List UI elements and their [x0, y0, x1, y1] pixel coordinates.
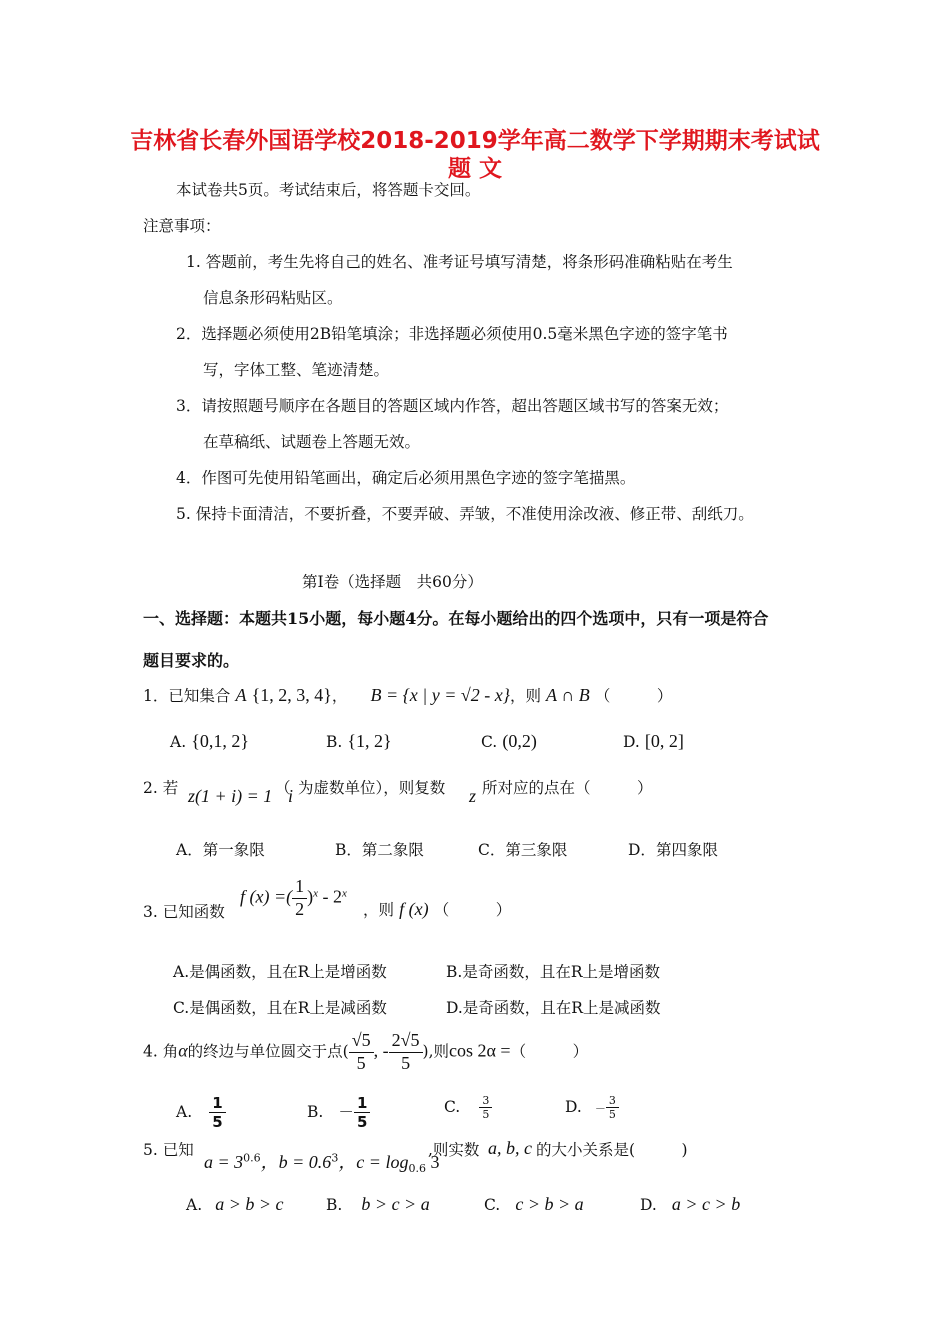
q1-set-b: B = {x | y = √2 - x}	[370, 685, 510, 705]
q2-z: z	[469, 786, 477, 806]
q5-option-d	[640, 1194, 740, 1215]
q4-close: ),则	[422, 1042, 449, 1061]
q4-option-d	[565, 1094, 619, 1121]
q5-a: a = 3	[204, 1152, 244, 1172]
intro-text: 本试卷共5页。考试结束后，将答题卡交回。	[176, 181, 481, 199]
document-title-line2: 题 文	[447, 156, 502, 182]
q1-number: 1．已知集合	[143, 687, 231, 705]
q5-c: ，c = log	[338, 1152, 409, 1172]
q2-option-b-label: B．	[335, 841, 362, 859]
section-header: 第Ⅰ卷（选择题 共60分）	[302, 573, 483, 591]
q5-option-d-label: D.	[640, 1196, 657, 1214]
section-instruction-line2: 题目要求的。	[143, 651, 240, 670]
q2-option-c-label: C．	[478, 841, 506, 859]
q4-frac1-num: √5	[349, 1030, 374, 1053]
q5-option-a-label: A.	[186, 1196, 203, 1214]
q2-option-a-label: A．	[176, 841, 203, 859]
q1-option-d-label: D.	[623, 733, 640, 751]
q5-rest: 的大小关系是( )	[536, 1141, 688, 1159]
notice-item-1-line1: 1. 答题前，考生先将自己的姓名、准考证号填写清楚，将条形码准确粘贴在考生	[186, 253, 733, 271]
notice-item-4: 4．作图可先使用铅笔画出，确定后必须用黑色字迹的签字笔描黑。	[176, 469, 636, 487]
q4-option-b-label: B.	[307, 1103, 324, 1121]
q1-option-b	[326, 731, 392, 752]
q4-fraction-2	[389, 1030, 423, 1074]
q5-then: ,则实数	[428, 1141, 480, 1159]
q5-option-a-value: a > b > c	[215, 1194, 284, 1214]
q4-option-a	[176, 1094, 226, 1131]
q4-frac1-den: 5	[356, 1052, 366, 1073]
q5-option-c-value: c > b > a	[515, 1194, 584, 1214]
q1-option-d-value: [0, 2]	[644, 731, 684, 751]
q4-option-b-num: 1	[354, 1094, 370, 1113]
q3-option-b: B.是奇函数，且在R上是增函数	[446, 963, 660, 981]
q2-option-b-value: 第二象限	[361, 841, 424, 859]
q3-close-paren: )	[307, 886, 314, 907]
q4-option-b-sign: －	[338, 1103, 354, 1121]
q3-option-d: D.是奇函数，且在R上是减函数	[446, 999, 661, 1017]
q4-number: 4. 角	[143, 1042, 179, 1061]
q5-option-b	[326, 1194, 430, 1215]
q2-equation: z(1 + i) = 1	[188, 786, 273, 806]
q2-number: 2. 若	[143, 779, 179, 797]
q1-set-a-value: {1, 2, 3, 4}	[251, 685, 332, 705]
q3-fraction	[292, 876, 307, 920]
q1-set-a: A	[235, 685, 247, 705]
q4-option-c-num: 3	[479, 1094, 492, 1108]
q4-option-d-sign: －	[594, 1102, 606, 1116]
q4-text: 的终边与单位圆交于点(	[187, 1042, 349, 1061]
q2-option-a	[176, 838, 265, 860]
q4-option-a-den: 5	[212, 1113, 223, 1131]
q2-note1: （	[275, 779, 291, 797]
q2-i: i	[288, 786, 294, 806]
q4-option-c	[444, 1094, 492, 1121]
q1-option-c	[481, 731, 537, 752]
notice-item-1-line2: 信息条形码粘贴区。	[203, 289, 343, 307]
q4-option-d-fraction	[606, 1094, 619, 1121]
document-title-line1: 吉林省长春外国语学校2018-2019学年高二数学下学期期末考试试	[130, 128, 820, 154]
q1-expression: A ∩ B	[546, 685, 590, 705]
q5-option-b-label: B.	[326, 1196, 343, 1214]
q1-then: ，则	[509, 687, 541, 705]
q5-option-a	[186, 1194, 284, 1215]
q5-number: 5. 已知	[143, 1141, 194, 1159]
q3-then: ，则	[363, 901, 395, 919]
q4-frac2-num: 2√5	[389, 1030, 423, 1053]
q5-b-exp: 3	[331, 1151, 339, 1165]
q4-option-b-fraction	[354, 1094, 370, 1131]
q4-frac2-den: 5	[401, 1052, 411, 1073]
q1-option-a-value: {0,1, 2}	[191, 731, 249, 751]
notice-item-3-line1: 3．请按照题号顺序在各题目的答题区域内作答，超出答题区域书写的答案无效；	[176, 397, 729, 415]
q1-option-c-label: C.	[481, 733, 498, 751]
q2-option-d	[628, 838, 718, 860]
q4-option-c-fraction	[479, 1094, 492, 1121]
question-4	[143, 1030, 588, 1074]
q1-option-a	[170, 731, 249, 752]
q4-option-d-den: 5	[608, 1108, 616, 1122]
q1-option-c-value: (0,2)	[502, 731, 537, 751]
q3-option-a: A.是偶函数，且在R上是增函数	[173, 963, 387, 981]
q2-note3: 所对应的点在（ ）	[482, 779, 653, 797]
q5-a-exp: 0.6	[243, 1151, 261, 1165]
q2-option-a-value: 第一象限	[202, 841, 265, 859]
q2-option-b	[335, 838, 424, 860]
q5-abc: a, b, c	[488, 1138, 532, 1158]
q4-option-d-num: 3	[606, 1094, 619, 1108]
q4-answer-paren: （ ）	[510, 1042, 589, 1061]
q3-tail	[363, 898, 511, 920]
q2-option-c	[478, 838, 567, 860]
q3-frac-num: 1	[292, 876, 307, 899]
q4-alpha: α	[178, 1040, 188, 1061]
q1-comma: ，	[331, 687, 348, 705]
q5-option-d-value: a > c > b	[671, 1194, 741, 1214]
q5-definitions	[204, 1148, 439, 1175]
q2-option-c-value: 第三象限	[505, 841, 568, 859]
q1-option-a-label: A.	[170, 733, 187, 751]
q1-option-d	[623, 731, 684, 752]
q3-fx-2: f (x)	[399, 899, 429, 919]
notice-item-5: 5. 保持卡面清洁，不要折叠，不要弄破、弄皱，不准使用涂改液、修正带、刮纸刀。	[176, 505, 754, 523]
q3-number: 3. 已知函数	[143, 903, 225, 921]
section-instruction-line1: 一、选择题：本题共15小题，每小题4分。在每小题给出的四个选项中，只有一项是符合	[143, 609, 769, 628]
q3-frac-den: 2	[295, 898, 305, 919]
q3-fx: f (x) =(	[240, 886, 293, 907]
q3-exponent-2: x	[342, 887, 347, 900]
q4-separator: , -	[373, 1040, 389, 1061]
q3-option-c: C.是偶函数，且在R上是减函数	[173, 999, 387, 1017]
q4-option-b-den: 5	[356, 1113, 368, 1131]
notice-item-2-line2: 写，字体工整、笔迹清楚。	[203, 361, 390, 379]
q4-cos-expr: cos 2α =	[449, 1040, 511, 1061]
q5-option-c-label: C.	[484, 1196, 501, 1214]
q5-c-arg: 3	[425, 1152, 440, 1172]
q5-b: ，b = 0.6	[260, 1152, 332, 1172]
q1-option-b-label: B.	[326, 733, 343, 751]
notice-heading: 注意事项：	[143, 217, 221, 235]
q4-option-a-label: A.	[176, 1103, 193, 1121]
q4-option-a-num: 1	[209, 1094, 225, 1113]
q4-fraction-1	[349, 1030, 374, 1074]
q4-option-b	[307, 1094, 370, 1131]
notice-item-3-line2: 在草稿纸、试题卷上答题无效。	[203, 433, 421, 451]
notice-item-2-line1: 2．选择题必须使用2B铅笔填涂；非选择题必须使用0.5毫米黑色字迹的签字笔书	[176, 325, 728, 343]
q4-option-d-label: D.	[565, 1098, 582, 1117]
q3-minus-2: - 2	[318, 886, 343, 907]
q3-exponent-1: x	[313, 887, 319, 900]
q3-function	[240, 876, 347, 920]
q3-answer-paren: （ ）	[433, 901, 512, 919]
q4-option-c-label: C.	[444, 1098, 461, 1117]
q1-option-b-value: {1, 2}	[347, 731, 392, 751]
q2-note2: 为虚数单位），则复数	[298, 779, 446, 797]
q5-option-b-value: b > c > a	[361, 1194, 430, 1214]
q5-c-sub: 0.6	[408, 1162, 426, 1176]
q4-option-c-den: 5	[482, 1108, 490, 1122]
q4-option-a-fraction	[209, 1094, 225, 1131]
q1-answer-paren: （ ）	[594, 687, 673, 705]
q2-option-d-value: 第四象限	[655, 841, 718, 859]
question-1	[143, 684, 672, 706]
q2-option-d-label: D．	[628, 841, 656, 859]
q5-option-c	[484, 1194, 584, 1215]
